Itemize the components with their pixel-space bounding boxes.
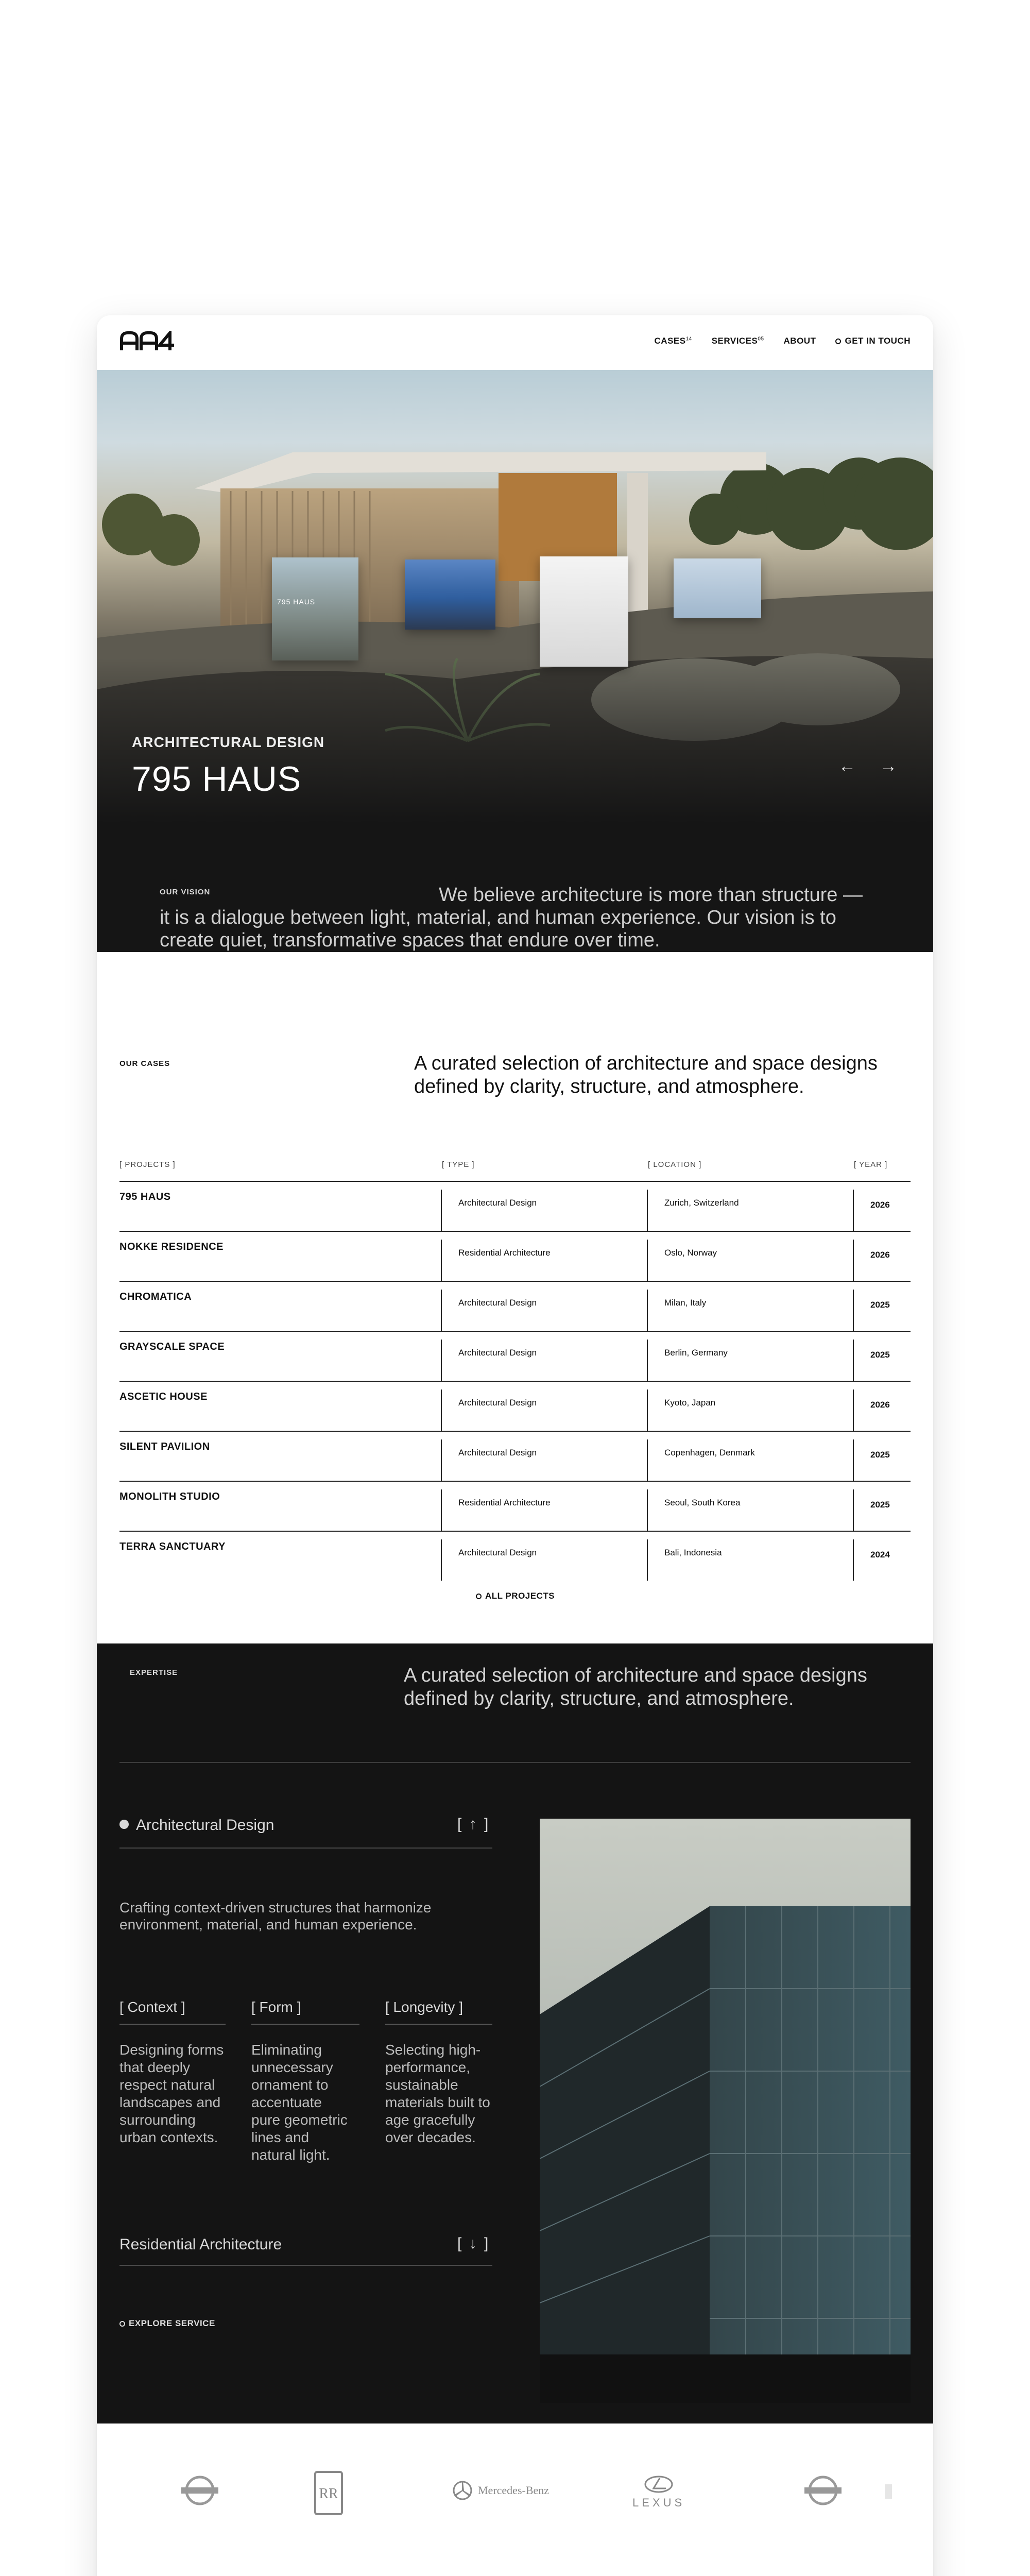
hero-slider	[97, 370, 933, 823]
project-name: GRAYSCALE SPACE	[119, 1341, 225, 1352]
mercedes-logo: Mercedes-Benz	[452, 2480, 549, 2501]
project-year: 2026	[853, 1190, 890, 1231]
project-location: Milan, Italy	[647, 1290, 706, 1331]
nav-services[interactable]: SERVICES$^{05}$	[711, 336, 764, 346]
circle-icon	[835, 338, 841, 344]
hero-subtitle: ARCHITECTURAL DESIGN	[132, 734, 325, 750]
all-projects-link[interactable]: ALL PROJECTS	[476, 1591, 555, 1601]
table-row[interactable]	[119, 1231, 911, 1281]
logo-mark	[119, 331, 176, 351]
project-type: Architectural Design	[441, 1439, 537, 1481]
project-type: Architectural Design	[441, 1389, 537, 1431]
project-type: Residential Architecture	[441, 1489, 551, 1531]
page-card	[97, 315, 933, 2576]
project-year: 2024	[853, 1539, 890, 1581]
nissan-logo-icon	[802, 2470, 844, 2511]
brand-logo[interactable]	[119, 331, 176, 354]
arrow-right-icon[interactable]: →	[880, 756, 897, 776]
vision-text: We believe architecture is more than structure — it is a dialogue between light, material, and human experience. Our vision is to create quiet, transformative spaces that endure over time.	[160, 884, 863, 951]
project-location: Copenhagen, Denmark	[647, 1439, 755, 1481]
svg-text:RR: RR	[319, 2486, 338, 2502]
project-name: NOKKE RESIDENCE	[119, 1241, 224, 1252]
expertise-photo	[540, 1819, 911, 2403]
table-row[interactable]	[119, 1181, 911, 1231]
project-type: Architectural Design	[441, 1340, 537, 1381]
explore-service-link[interactable]: EXPLORE SERVICE	[119, 2318, 215, 2329]
divider	[119, 2265, 492, 2266]
column-head-longevity: [ Longevity ]	[385, 1999, 463, 2015]
projects-table	[119, 1181, 911, 1581]
project-location: Berlin, Germany	[647, 1340, 728, 1381]
column-header-type: [ TYPE ]	[442, 1160, 475, 1169]
project-year: 2025	[853, 1290, 890, 1331]
project-name: ASCETIC HOUSE	[119, 1391, 208, 1402]
project-year: 2026	[853, 1240, 890, 1281]
column-head-context: [ Context ]	[119, 1999, 185, 2015]
project-type: Architectural Design	[441, 1290, 537, 1331]
project-location: Oslo, Norway	[647, 1240, 717, 1281]
divider	[251, 2024, 359, 2025]
vision-label: OUR VISION	[160, 888, 211, 896]
thumbnail-image[interactable]	[272, 557, 358, 660]
table-row[interactable]	[119, 1281, 911, 1331]
table-row[interactable]	[119, 1431, 911, 1481]
vision-section	[97, 823, 933, 952]
thumbnail-image[interactable]	[405, 560, 495, 630]
project-type: Architectural Design	[441, 1539, 537, 1581]
client-logos	[97, 2424, 933, 2563]
project-name: SILENT PAVILION	[119, 1441, 210, 1452]
project-year: 2025	[853, 1489, 890, 1531]
accordion-description: Crafting context-driven structures that harmonize environment, material, and human experience.	[119, 1900, 432, 1933]
project-type: Residential Architecture	[441, 1240, 551, 1281]
column-text-form: Eliminating unnecessary ornament to accentuate pure geometric lines and natural light.	[251, 2042, 348, 2163]
table-row[interactable]	[119, 1481, 911, 1531]
accordion-title-residential[interactable]: Residential Architecture	[119, 2236, 282, 2253]
top-nav	[97, 315, 933, 370]
project-name: CHROMATICA	[119, 1291, 192, 1302]
divider	[119, 2024, 226, 2025]
project-year: 2026	[853, 1389, 890, 1431]
mercedes-star-icon	[452, 2480, 473, 2501]
project-location: Kyoto, Japan	[647, 1389, 715, 1431]
arrow-down-icon[interactable]: [ ↓ ]	[457, 2235, 490, 2252]
expertise-label: EXPERTISE	[130, 1668, 178, 1677]
nav-get-in-touch[interactable]: GET IN TOUCH	[835, 336, 911, 346]
project-year: 2025	[853, 1340, 890, 1381]
accordion-title-architectural[interactable]: Architectural Design	[119, 1817, 274, 1834]
divider	[119, 1848, 492, 1849]
thumbnail-image[interactable]	[540, 556, 628, 667]
arrow-left-icon[interactable]: ←	[838, 756, 856, 776]
project-location: Bali, Indonesia	[647, 1539, 722, 1581]
circle-icon	[476, 1594, 482, 1599]
nav-about[interactable]: ABOUT	[783, 336, 816, 346]
building-image	[540, 1819, 911, 2403]
project-name: MONOLITH STUDIO	[119, 1491, 220, 1502]
hero-photo	[97, 370, 933, 823]
lexus-emblem-icon	[643, 2475, 674, 2494]
circle-icon	[119, 2321, 125, 2327]
table-row[interactable]	[119, 1331, 911, 1381]
cases-label: OUR CASES	[119, 1059, 170, 1068]
expertise-lead: A curated selection of architecture and space designs defined by clarity, structure, and atmosphere.	[404, 1665, 867, 1709]
arrow-up-icon[interactable]: [ ↑ ]	[457, 1816, 490, 1833]
column-header-location: [ LOCATION ]	[648, 1160, 702, 1169]
cases-lead: A curated selection of architecture and space designs defined by clarity, structure, and atmosphere.	[414, 1053, 878, 1097]
expertise-section	[97, 1643, 933, 2424]
column-header-projects: [ PROJECTS ]	[119, 1160, 176, 1169]
project-year: 2025	[853, 1439, 890, 1481]
hero-title: 795 HAUS	[132, 759, 302, 799]
thumbnail-image[interactable]	[674, 558, 761, 618]
divider	[119, 1762, 911, 1763]
project-location: Zurich, Switzerland	[647, 1190, 739, 1231]
table-row[interactable]	[119, 1531, 911, 1581]
project-location: Seoul, South Korea	[647, 1489, 740, 1531]
rolls-royce-logo-icon	[313, 2470, 344, 2516]
column-text-context: Designing forms that deeply respect natural landscapes and surrounding urban contexts.	[119, 2042, 224, 2145]
table-row[interactable]	[119, 1381, 911, 1431]
lexus-logo: LEXUS	[632, 2475, 685, 2510]
column-text-longevity: Selecting high-performance, sustainable materials built to age gracefully over decades.	[385, 2042, 490, 2145]
thumbnail-label: 795 HAUS	[277, 598, 316, 606]
nissan-logo-icon	[179, 2470, 220, 2511]
project-name: TERRA SANCTUARY	[119, 1541, 226, 1552]
project-type: Architectural Design	[441, 1190, 537, 1231]
logo-fragment	[885, 2484, 892, 2499]
project-name: 795 HAUS	[119, 1191, 171, 1202]
column-head-form: [ Form ]	[251, 1999, 301, 2015]
bullet-icon	[119, 1820, 129, 1829]
column-header-year: [ YEAR ]	[854, 1160, 888, 1169]
nav-cases[interactable]: CASES$^{14}$	[654, 336, 692, 346]
divider	[385, 2024, 492, 2025]
